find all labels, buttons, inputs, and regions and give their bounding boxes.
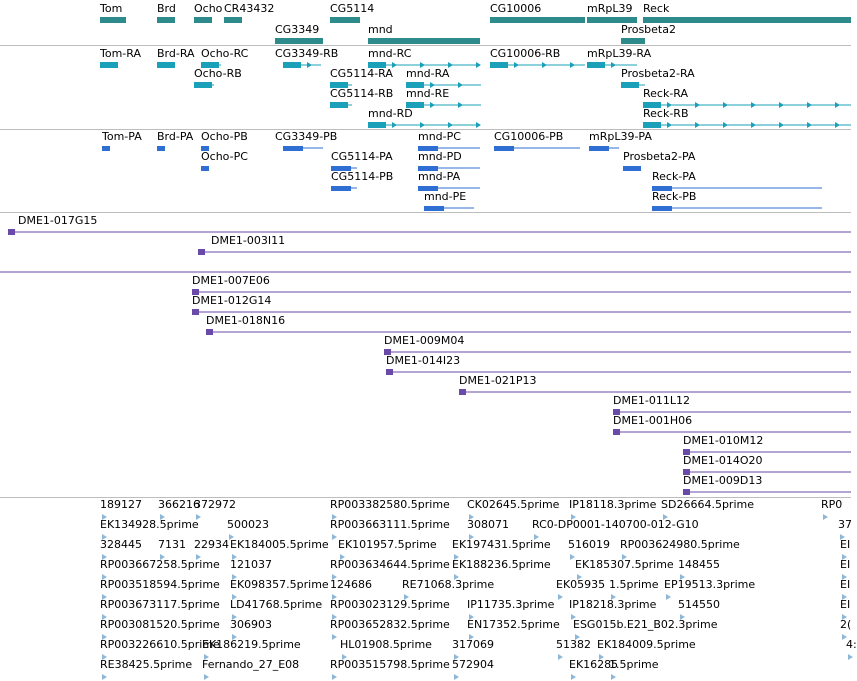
gene-label[interactable]: Tom [100,2,123,15]
est-arrow[interactable] [666,594,671,600]
gene-label[interactable]: mnd [368,23,393,36]
clone-label[interactable]: DME1-021P13 [459,374,537,387]
gene-bar[interactable] [330,17,360,23]
est-label[interactable]: EI [840,538,851,551]
est-label[interactable]: 372972 [194,498,236,511]
est-label[interactable]: 121037 [230,558,272,571]
est-label[interactable]: EK184005.5prime [230,538,329,551]
clone-label[interactable]: DME1-011L12 [613,394,690,407]
protein-label[interactable]: Ocho-PB [201,130,248,143]
est-arrow[interactable] [102,674,107,680]
transcript-arrow[interactable] [392,122,397,128]
transcript-arrow[interactable] [835,122,840,128]
transcript-label[interactable]: mnd-RC [368,47,412,60]
transcript-arrow[interactable] [430,102,435,108]
clone-label[interactable]: DME1-010M12 [683,434,764,447]
transcript-exon[interactable] [330,102,348,108]
protein-label[interactable]: Reck-PB [652,190,697,203]
transcript-label[interactable]: Reck-RB [643,107,689,120]
est-label[interactable]: LD41768.5prime [230,598,323,611]
transcript-arrow[interactable] [807,102,812,108]
est-label[interactable]: 317069 [452,638,494,651]
est-label[interactable]: SD26664.5prime [661,498,754,511]
est-label[interactable]: RP003515798.5prime [330,658,450,671]
est-label[interactable]: 148455 [678,558,720,571]
transcript-arrow[interactable] [570,62,575,68]
est-label[interactable]: EK188236.5prime [452,558,551,571]
transcript-arrow[interactable] [611,62,616,68]
est-label[interactable]: 37 [838,518,852,531]
transcript-exon[interactable] [194,82,212,88]
protein-exon[interactable] [283,146,303,151]
protein-label[interactable]: CG10006-PB [494,130,564,143]
est-label[interactable]: RP003023129.5prime [330,598,450,611]
clone-label[interactable]: DME1-014I23 [386,354,461,367]
est-label[interactable]: 572904 [452,658,494,671]
protein-label[interactable]: Ocho-PC [201,150,248,163]
protein-exon[interactable] [102,146,110,151]
est-label[interactable]: IP11735.3prime [467,598,555,611]
est-label[interactable]: RP0 [821,498,843,511]
transcript-arrow[interactable] [476,62,481,68]
transcript-arrow[interactable] [835,102,840,108]
transcript-exon[interactable] [100,62,118,68]
gene-bar[interactable] [224,17,242,23]
track-separator [0,212,851,213]
gene-bar[interactable] [275,38,323,44]
clone-label[interactable]: DME1-009D13 [683,474,763,487]
est-label[interactable]: RP003081520.5prime [100,618,220,631]
clone-label[interactable]: DME1-001H06 [613,414,693,427]
est-label[interactable]: EK185307.5prime [575,558,674,571]
transcript-label[interactable]: CG5114-RA [330,67,393,80]
est-arrow[interactable] [332,634,337,640]
transcript-label[interactable]: CG3349-RB [275,47,339,60]
clone-end[interactable] [8,229,15,235]
gene-bar[interactable] [368,38,480,44]
transcript-label[interactable]: Reck-RA [643,87,689,100]
est-arrow[interactable] [332,534,337,540]
est-label[interactable]: 4: [846,638,857,651]
est-label[interactable]: RP003226610.5prime [100,638,220,651]
protein-exon[interactable] [652,206,672,211]
transcript-arrow[interactable] [779,122,784,128]
protein-exon[interactable] [424,206,444,211]
gene-bar[interactable] [490,17,585,23]
est-label[interactable]: IP18218.3prime [569,598,657,611]
transcript-label[interactable]: Ocho-RC [201,47,249,60]
protein-exon[interactable] [494,146,514,151]
clone-label[interactable]: DME1-007E06 [192,274,270,287]
est-label[interactable]: 500023 [227,518,269,531]
protein-label[interactable]: CG3349-PB [275,130,338,143]
protein-label[interactable]: CG5114-PB [331,170,394,183]
est-label[interactable]: RC0-DP0001-140700-012-G10 [532,518,699,531]
transcript-arrow[interactable] [695,122,700,128]
est-label[interactable]: EK098357.5prime [230,578,329,591]
transcript-label[interactable]: mnd-RE [406,87,450,100]
transcript-label[interactable]: CG10006-RB [490,47,561,60]
est-label[interactable]: EK101957.5prime [338,538,437,551]
est-label[interactable]: 2( [840,618,852,631]
est-label[interactable]: 308071 [467,518,509,531]
transcript-arrow[interactable] [448,122,453,128]
transcript-label[interactable]: Prosbeta2-RA [621,67,695,80]
est-label[interactable]: EP19513.3prime [664,578,756,591]
est-arrow[interactable] [332,674,337,680]
est-arrow[interactable] [823,514,828,520]
transcript-label[interactable]: CG5114-RB [330,87,394,100]
est-label[interactable]: RP003634644.5prime [330,558,450,571]
transcript-arrow[interactable] [476,122,481,128]
protein-label[interactable]: mnd-PA [418,170,461,183]
est-label[interactable]: HL01908.5prime [340,638,432,651]
clone-end[interactable] [206,329,213,335]
est-label[interactable]: RP003382580.5prime [330,498,450,511]
est-label[interactable]: EN17352.5prime [467,618,560,631]
clone-end[interactable] [198,249,205,255]
gene-bar[interactable] [621,38,645,44]
est-label[interactable]: EK16285 [569,658,619,671]
transcript-exon[interactable] [368,122,386,128]
protein-label[interactable]: Reck-PA [652,170,696,183]
transcript-label[interactable]: Brd-RA [157,47,195,60]
protein-label[interactable]: Brd-PA [157,130,194,143]
transcript-exon[interactable] [283,62,301,68]
protein-exon[interactable] [623,166,641,171]
est-label[interactable]: 189127 [100,498,142,511]
transcript-arrow[interactable] [807,122,812,128]
gene-bar[interactable] [157,17,175,23]
clone-end[interactable] [459,389,466,395]
transcript-arrow[interactable] [514,62,519,68]
est-label[interactable]: CK02645.5prime [467,498,560,511]
transcript-label[interactable]: Tom-RA [100,47,141,60]
transcript-label[interactable]: mRpL39-RA [587,47,652,60]
transcript-arrow[interactable] [695,102,700,108]
transcript-arrow[interactable] [458,102,463,108]
transcript-label[interactable]: mnd-RD [368,107,413,120]
transcript-arrow[interactable] [723,102,728,108]
est-label[interactable]: 51382 [556,638,591,651]
est-label[interactable]: 124686 [330,578,372,591]
est-label[interactable]: RP003652832.5prime [330,618,450,631]
est-label[interactable]: EK197431.5prime [452,538,551,551]
transcript-arrow[interactable] [723,122,728,128]
gene-label[interactable]: Brd [157,2,176,15]
clone-end[interactable] [192,309,199,315]
protein-label[interactable]: mnd-PC [418,130,461,143]
est-arrow[interactable] [558,594,563,600]
est-arrow[interactable] [454,674,459,680]
gene-bar[interactable] [194,17,212,23]
est-label[interactable]: IP18118.3prime [569,498,657,511]
clone-label[interactable]: DME1-014O20 [683,454,763,467]
transcript-arrow[interactable] [751,122,756,128]
transcript-arrow[interactable] [542,62,547,68]
est-label[interactable]: EI [840,598,851,611]
protein-label[interactable]: Tom-PA [102,130,142,143]
est-arrow[interactable] [558,654,563,660]
gene-label[interactable]: CG10006 [490,2,542,15]
transcript-arrow[interactable] [458,82,463,88]
clone-label[interactable]: DME1-017G15 [18,214,98,227]
clone-end[interactable] [386,369,393,375]
est-label[interactable]: EI [840,578,851,591]
est-label[interactable]: RP003673117.5prime [100,598,220,611]
est-arrow[interactable] [848,654,853,660]
gene-label[interactable]: Ocho [194,2,223,15]
protein-label[interactable]: mRpL39-PA [589,130,652,143]
clone-label[interactable]: DME1-009M04 [384,334,465,347]
est-label[interactable]: RP003663111.5prime [330,518,450,531]
protein-exon[interactable] [589,146,609,151]
track-separator [0,45,851,46]
transcript-exon[interactable] [621,82,639,88]
gene-label[interactable]: CR43432 [224,2,275,15]
clone-label[interactable]: DME1-012G14 [192,294,272,307]
protein-exon[interactable] [157,146,165,151]
protein-exon[interactable] [331,186,351,191]
gene-label[interactable]: Prosbeta2 [621,23,676,36]
est-label[interactable]: 1.5prime [609,658,659,671]
clone-label[interactable]: DME1-003I11 [211,234,286,247]
est-label[interactable]: EK186219.5prime [202,638,301,651]
est-label[interactable]: 514550 [678,598,720,611]
transcript-exon[interactable] [490,62,508,68]
est-label[interactable]: RP003624980.5prime [620,538,740,551]
gene-label[interactable]: mRpL39 [587,2,633,15]
est-label[interactable]: RP003518594.5prime [100,578,220,591]
transcript-arrow[interactable] [667,122,672,128]
transcript-exon[interactable] [587,62,605,68]
est-label[interactable]: 1.5prime [609,578,659,591]
est-label[interactable]: EK05935 [556,578,606,591]
transcript-label[interactable]: Ocho-RB [194,67,242,80]
est-label[interactable]: 22934 [194,538,229,551]
transcript-exon[interactable] [643,122,661,128]
est-label[interactable]: 306903 [230,618,272,631]
est-label[interactable]: 7131 [158,538,186,551]
est-arrow[interactable] [611,674,616,680]
est-label[interactable]: 328445 [100,538,142,551]
transcript-exon[interactable] [157,62,175,68]
est-label[interactable]: RE71068.3prime [402,578,495,591]
transcript-arrow[interactable] [420,122,425,128]
clone-label[interactable]: DME1-018N16 [206,314,286,327]
est-arrow[interactable] [204,674,209,680]
gene-label[interactable]: CG3349 [275,23,320,36]
est-arrow[interactable] [571,674,576,680]
clone-end[interactable] [613,429,620,435]
est-label[interactable]: ESG015b.E21_B02.3prime [573,618,718,631]
protein-label[interactable]: mnd-PD [418,150,462,163]
gene-bar[interactable] [100,17,126,23]
est-label[interactable]: EK134928.5prime [100,518,199,531]
est-label[interactable]: 366216 [158,498,200,511]
est-label[interactable]: 516019 [568,538,610,551]
est-label[interactable]: EK184009.5prime [597,638,696,651]
est-label[interactable]: RE38425.5prime [100,658,193,671]
protein-label[interactable]: Prosbeta2-PA [623,150,696,163]
est-label[interactable]: RP003667258.5prime [100,558,220,571]
protein-label[interactable]: CG5114-PA [331,150,393,163]
protein-label[interactable]: mnd-PE [424,190,467,203]
est-label[interactable]: EI [840,558,851,571]
clone-end[interactable] [683,489,690,495]
gene-label[interactable]: CG5114 [330,2,375,15]
transcript-arrow[interactable] [779,102,784,108]
gene-label[interactable]: Reck [643,2,670,15]
protein-exon[interactable] [201,166,209,171]
transcript-label[interactable]: mnd-RA [406,67,450,80]
transcript-arrow[interactable] [751,102,756,108]
transcript-arrow[interactable] [307,62,312,68]
est-label[interactable]: Fernando_27_E08 [202,658,300,671]
